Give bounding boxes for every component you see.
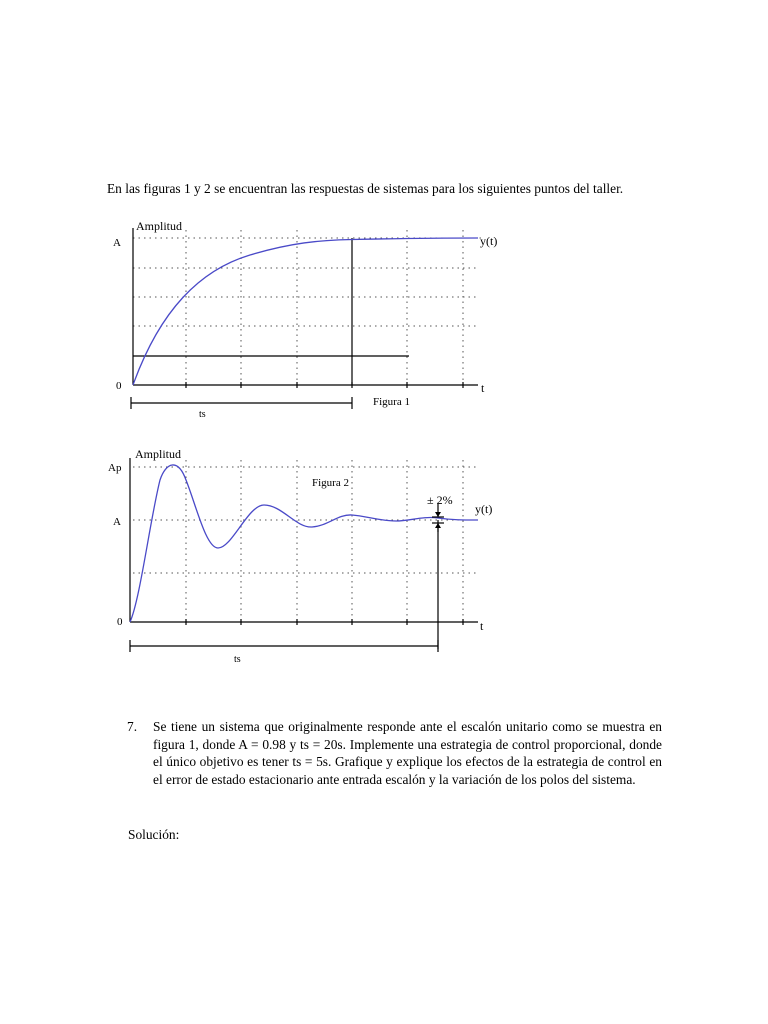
figure-2-curve-label: y(t) [475,502,493,516]
solution-label: Solución: [128,827,180,842]
figure-2-label-ap: Ap [108,462,122,474]
intro-paragraph: En las figuras 1 y 2 se encuentran las respuestas de sistemas para los siguientes puntos del taller. [107,181,624,196]
problem-text: Se tiene un sistema que originalmente responde ante el escalón unitario como se muestra en figura 1, donde A = 0.98 y ts = 20s. Implemente una estrategia de control proporcional, donde el único objetivo es tener ts = 5s. Grafique y explique los efectos de la estrategia de control en el error de estado estacionario ante entrada escalón y la variación de los polos del sistema. [153,719,662,787]
figure-1-label-a: A [113,237,121,249]
figure-1 [113,219,497,420]
figure-1-response-curve [133,238,478,385]
figure-2-ts-label: ts [234,654,241,665]
figure-2-response-curve [130,465,478,622]
figure-2-grid [133,460,478,622]
figure-1-curve-label: y(t) [480,234,498,248]
figure-1-ts-span [131,397,352,409]
figure-1-y-title: Amplitud [136,219,183,233]
figure-2 [108,447,492,665]
problem-item [127,718,662,788]
figure-2-caption: Figura 2 [312,477,349,489]
problem-number: 7. [127,719,138,734]
figure-2-x-label: t [480,619,484,633]
figure-2-label-zero: 0 [117,616,123,628]
figure-1-ts-label: ts [199,409,206,420]
figure-2-tolerance-label: ± 2% [427,493,453,507]
figure-1-label-zero: 0 [116,380,122,392]
figure-2-label-a: A [113,516,121,528]
figure-2-y-title: Amplitud [135,447,182,461]
figure-1-grid [133,230,482,384]
figure-1-caption: Figura 1 [373,396,410,408]
figure-2-ts-span [130,640,438,652]
figure-1-x-label: t [481,381,485,395]
